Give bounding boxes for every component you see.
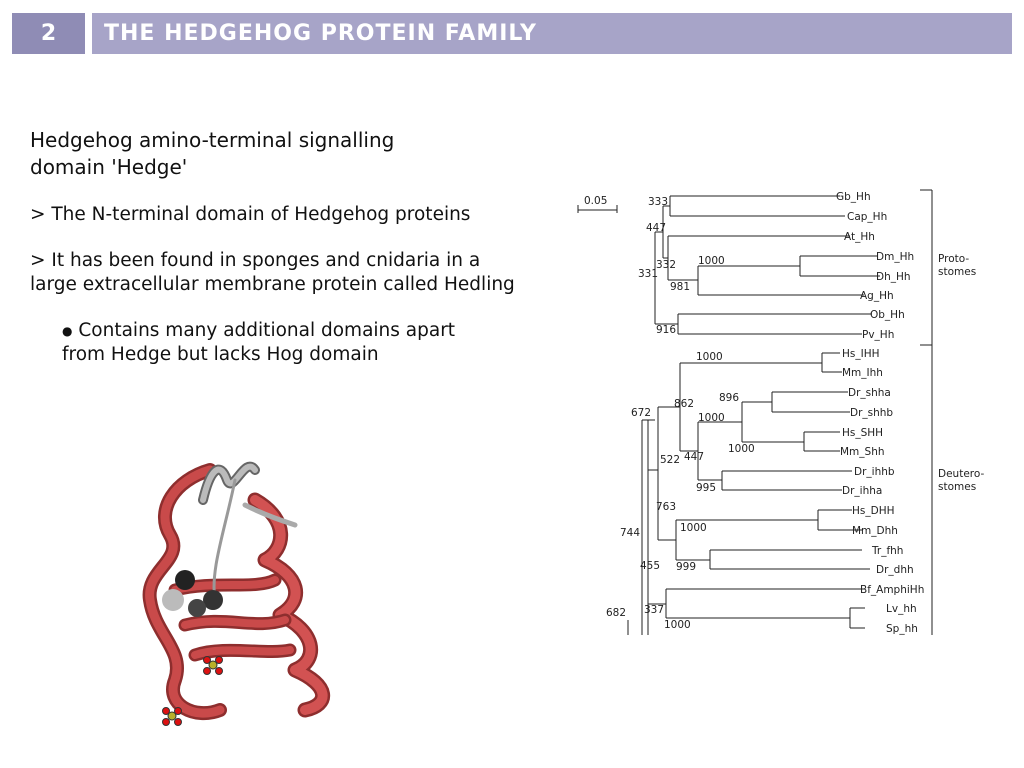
point-sponges: > It has been found in sponges and cnidaria in a large extracellular membrane protein called Hedling <box>30 250 515 295</box>
bootstrap-value: 1000 <box>698 412 725 424</box>
bootstrap-value: 522 <box>660 454 681 466</box>
bootstrap-value: 337 <box>644 604 665 616</box>
protein-structure-image <box>115 440 375 740</box>
leaf-label: Ob_Hh <box>870 309 905 321</box>
leaf-label: Mm_Dhh <box>852 525 898 537</box>
leaf-label: Mm_Ihh <box>842 367 883 379</box>
scale-label: 0.05 <box>584 195 608 207</box>
leaf-label: Pv_Hh <box>862 329 895 341</box>
leaf-label: Dh_Hh <box>876 271 911 283</box>
bootstrap-value: 332 <box>656 259 677 271</box>
text-content <box>30 127 530 367</box>
leaf-label: Hs_SHH <box>842 427 884 439</box>
group-label-deuterostomes: Deutero-stomes <box>938 468 985 493</box>
phylogenetic-tree <box>560 180 1020 650</box>
leaf-label: Dr_dhh <box>876 564 914 576</box>
bootstrap-value: 455 <box>640 560 661 572</box>
leaf-label: Dr_ihhb <box>854 466 895 478</box>
slide-number: 2 <box>12 13 85 54</box>
leaf-label: Gb_Hh <box>836 191 871 203</box>
leaf-label: Cap_Hh <box>847 211 888 223</box>
bootstrap-value: 1000 <box>664 619 691 631</box>
bootstrap-value: 1000 <box>680 522 707 534</box>
bullet-text: Contains many additional domains apart from Hedge but lacks Hog domain <box>62 320 456 365</box>
bootstrap-value: 333 <box>648 196 669 208</box>
bootstrap-value: 331 <box>638 268 659 280</box>
leaf-label: Dr_shha <box>848 387 891 399</box>
bootstrap-value: 916 <box>656 324 677 336</box>
leaf-label: Ag_Hh <box>860 290 894 302</box>
bootstrap-value: 447 <box>646 222 667 234</box>
bullet-dot-icon: ● <box>62 324 73 338</box>
point-n-terminal: > The N-terminal domain of Hedgehog proteins <box>30 204 471 225</box>
leaf-label: Dr_shhb <box>850 407 894 419</box>
leaf-label: Hs_IHH <box>842 348 880 360</box>
bootstrap-value: 672 <box>631 407 652 419</box>
leaf-label: At_Hh <box>844 231 875 243</box>
bootstrap-value: 896 <box>719 392 740 404</box>
bootstrap-value: 682 <box>606 607 627 619</box>
slide-title: THE HEDGEHOG PROTEIN FAMILY <box>92 13 1012 54</box>
leaf-label: Bf_AmphiHh <box>860 584 925 596</box>
bootstrap-value: 995 <box>696 482 717 494</box>
content-heading: Hedgehog amino-terminal signalling domain 'Hedge' <box>30 128 395 179</box>
bootstrap-value: 744 <box>620 527 641 539</box>
leaf-label: Tr_fhh <box>872 545 904 557</box>
bootstrap-value: 763 <box>656 501 677 513</box>
bullet-domains <box>62 319 502 367</box>
leaf-label: Lv_hh <box>886 603 917 615</box>
leaf-label: Sp_hh <box>886 623 918 635</box>
bootstrap-value: 447 <box>684 451 705 463</box>
bootstrap-value: 1000 <box>728 443 755 455</box>
bootstrap-value: 1000 <box>696 351 723 363</box>
leaf-label: Dm_Hh <box>876 251 915 263</box>
leaf-label: Hs_DHH <box>852 505 895 517</box>
bootstrap-value: 999 <box>676 561 697 573</box>
bootstrap-value: 981 <box>670 281 691 293</box>
leaf-label: Mm_Shh <box>840 446 885 458</box>
group-label-protostomes: Proto-stomes <box>938 253 977 278</box>
bootstrap-value: 1000 <box>698 255 725 267</box>
bootstrap-value: 862 <box>674 398 695 410</box>
leaf-label: Dr_ihha <box>842 485 883 497</box>
